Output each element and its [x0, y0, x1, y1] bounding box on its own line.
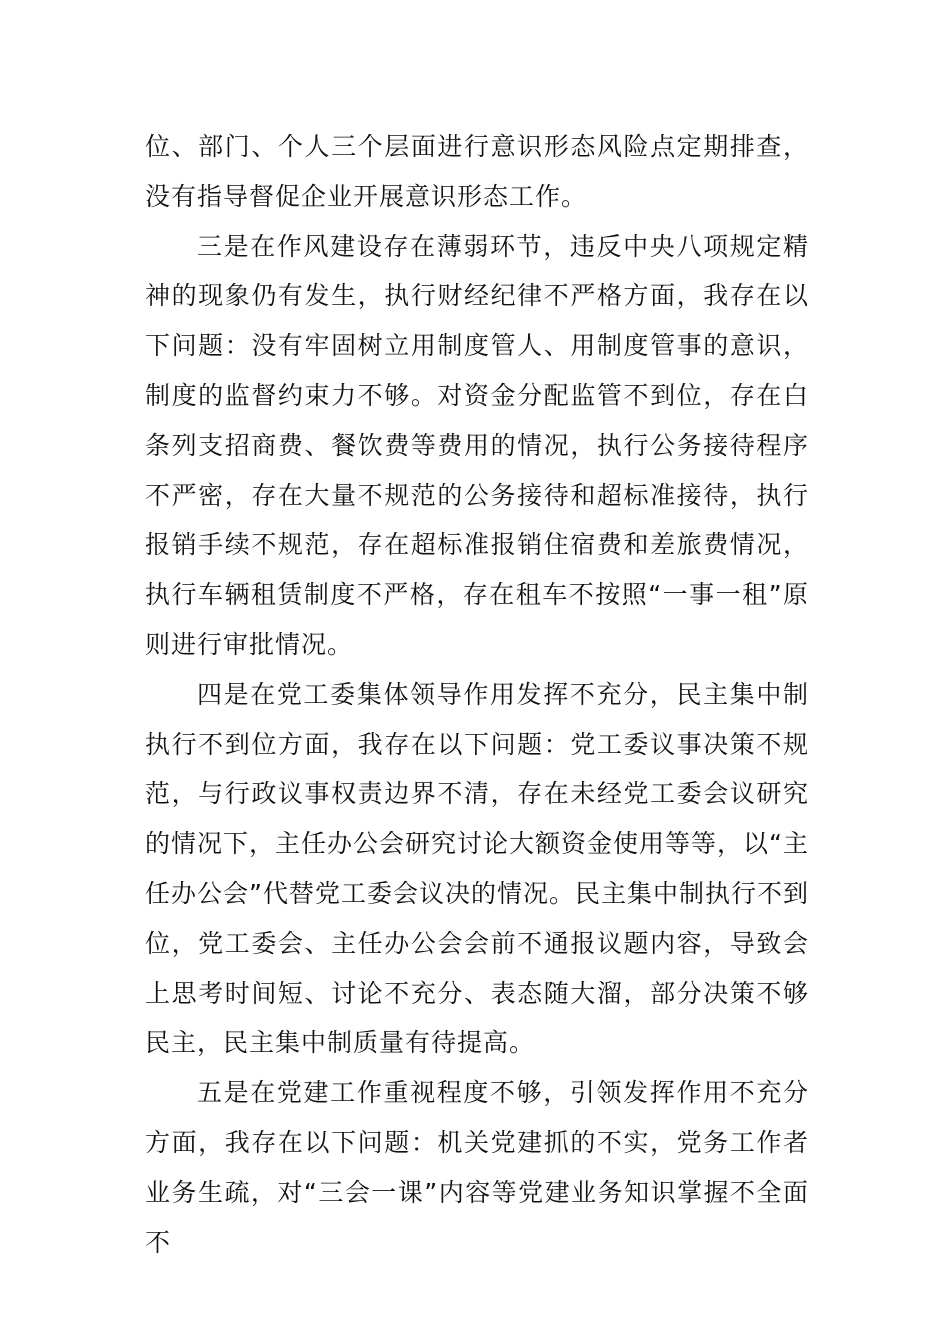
paragraph-item-five: 五是在党建工作重视程度不够，引领发挥作用不充分方面，我存在以下问题：机关党建抓的不实，党务工作者业务生疏，对“三会一课”内容等党建业务知识掌握不全面不 — [145, 1078, 809, 1257]
paragraph-item-three: 三是在作风建设存在薄弱环节，违反中央八项规定精神的现象仍有发生，执行财经纪律不严格方面，我存在以下问题：没有牢固树立用制度管人、用制度管事的意识，制度的监督约束力不够。对资金分配监管不到位，存在白条列支招商费、餐饮费等费用的情况，执行公务接待程序不严密，存在大量不规范的公务接待和超标准接待，执行报销手续不规范，存在超标准报销住宿费和差旅费情况，执行车辆租赁制度不严格，存在租车不按照“一事一租”原则进行审批情况。 — [145, 231, 809, 659]
paragraph-item-four: 四是在党工委集体领导作用发挥不充分，民主集中制执行不到位方面，我存在以下问题：党工委议事决策不规范，与行政议事权责边界不清，存在未经党工委会议研究的情况下，主任办公会研究讨论大额资金使用等等，以“主任办公会”代替党工委会议决的情况。民主集中制执行不到位，党工委会、主任办公会会前不通报议题内容，导致会上思考时间短、讨论不充分、表态随大溜，部分决策不够民主，民主集中制质量有待提高。 — [145, 679, 809, 1058]
document-body — [145, 122, 809, 1267]
paragraph-continuation: 位、部门、个人三个层面进行意识形态风险点定期排查，没有指导督促企业开展意识形态工作。 — [145, 132, 809, 211]
